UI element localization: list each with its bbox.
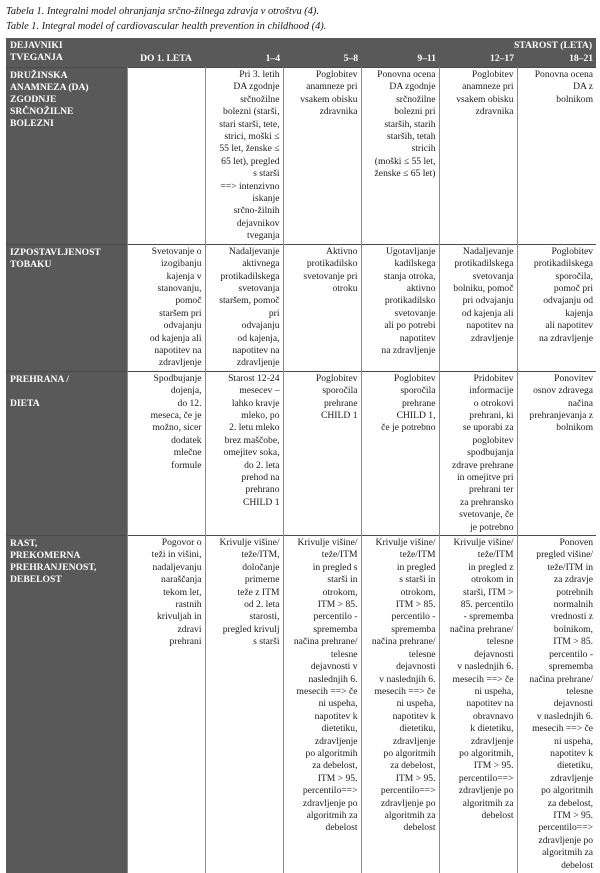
table-cell: Krivulje višine/ teže/ITM in pregled s starši in otrokom, ITM > 85. percentilo - sprememba načina prehrane/ telesne dejavnosti v naslednjih 6. mesecih ==> če ni uspeha, napotitev k dietetiku, zdravljenje po algoritmih za debelost, ITM > 95. percentilo==> zdravljenje po algoritmih za debelost	[283, 536, 361, 873]
row-label-growth-obesity: RAST, PREKOMERNA PREHRANJENOST, DEBELOST	[6, 536, 127, 873]
table-cell: Krivulje višine/ teže/ITM in pregled z otrokom in starši, ITM > 85. percentilo - sprememba načina prehrane/ telesne dejavnosti v naslednjih 6. mesecih ==> če ni uspeha, napotitev na obravnavo k dietetiku, zdravljenje po algoritmih, ITM > 95. percentilo==> zdravljenje po algoritmih za debelost	[439, 536, 517, 873]
table-cell: Ponovna ocena DA zgodnje srčnožilne bolezni pri starših, starih starših, tetah stricih (moški ≤ 55 let, ženske ≤ 65 let)	[361, 68, 439, 245]
table-cell: Pridobitev informacije o otrokovi prehrani, ki se uporabi za poglobitev spodbujanja zdrave prehrane in omejitve pri prehrani ter za prehransko svetovanje, če je potrebno	[439, 371, 517, 535]
table-cell: Spodbujanje dojenja, do 12. meseca, če je možno, sicer dodatek mlečne formule	[127, 371, 205, 535]
table-cell: Pri 3. letih DA zgodnje srčnožilne bolezni (starši, stari starši, tete, strici, moški ≤ 55 let, ženske ≤ 65 let), pregled s starši ==> intenzivno iskanje srčno-žilnih dejavnikov tveganja	[205, 68, 283, 245]
table-cell: Krivulje višine/ teže/ITM, določanje primerne teže z ITM od 2. leta starosti, pregled krivulj s starši	[205, 536, 283, 873]
table-cell: Ponovitev osnov zdravega načina prehranjevanja z bolnikom	[517, 371, 596, 535]
table-row	[6, 371, 596, 535]
header-row-top	[6, 38, 596, 52]
header-age-group: 12–17	[439, 52, 517, 68]
cardiovascular-prevention-table	[6, 38, 596, 873]
table-cell: Nadaljevanje protikadilskega svetovanja bolniku, pomoč pri odvajanju od kajenja ali napotitev na zdravljenje	[439, 244, 517, 371]
table-cell: Poglobitev protikadilskega sporočila, pomoč pri odvajanju od kajenja ali napotitev na zdravljenje	[517, 244, 596, 371]
table-cell: Ponovna ocena DA z bolnikom	[517, 68, 596, 245]
table-cell: Ponoven pregled višine/ teže/ITM in za zdravje potrebnih normalnih vrednosti z bolnikom, ITM > 85. percentilo - sprememba načina prehrane/ telesne dejavnosti v naslednjih 6. mesecih ==> če ni uspeha, napotitev k dietetiku, zdravljenje po algoritmih za debelost, ITM > 95. percentilo==> zdravljenje po algoritmih za debelost	[517, 536, 596, 873]
table-cell: Poglobitev sporočila prehrane CHILD 1, če je potrebno	[361, 371, 439, 535]
table-header	[6, 38, 596, 68]
table-row	[6, 68, 596, 245]
row-label-family-history: DRUŽINSKA ANAMNEZA (DA) ZGODNJE SRČNOŽILNE BOLEZNI	[6, 68, 127, 245]
header-risk-factors: DEJAVNIKI TVEGANJA	[6, 38, 127, 68]
table-captions	[6, 4, 596, 34]
row-label-diet: PREHRANA / DIETA	[6, 371, 127, 535]
table-cell: Starost 12-24 mesecev – lahko kravje mleko, po 2. letu mleko brez maščobe, omejitev soka, do 2. leta prehod na prehrano CHILD 1	[205, 371, 283, 535]
header-age-group: 9–11	[361, 52, 439, 68]
caption-english: Table 1. Integral model of cardiovascular health prevention in childhood (4).	[6, 19, 596, 34]
header-age: STAROST (LETA)	[127, 38, 596, 52]
table-cell: Krivulje višine/ teže/ITM in pregled s starši in otrokom, ITM > 85. percentilo - sprememba načina prehrane/ telesne dejavnosti v naslednjih 6. mesecih ==> če ni uspeha, napotitev k dietetiku, zdravljenje po algoritmih za debelost, ITM > 95. percentilo==> zdravljenje po algoritmih za debelost	[361, 536, 439, 873]
table-cell: Svetovanje o izogibanju kajenja v stanovanju, pomoč staršem pri odvajanju od kajenja ali napotitev na zdravljenje	[127, 244, 205, 371]
header-age-group: DO 1. LETA	[127, 52, 205, 68]
table-cell: Ugotavljanje kadilskega stanja otroka, aktivno protikadilsko svetovanje ali po potrebi napotitev na zdravljenje	[361, 244, 439, 371]
table-cell: Poglobitev sporočila prehrane CHILD 1	[283, 371, 361, 535]
table-body	[6, 68, 596, 873]
table-cell: Pogovor o teži in višini, nadaljevanju naraščanja tekom let, rastnih krivuljah in zdravi prehrani	[127, 536, 205, 873]
row-label-tobacco: IZPOSTAVLJENOST TOBAKU	[6, 244, 127, 371]
header-age-group: 18–21	[517, 52, 596, 68]
table-cell: Poglobitev anamneze pri vsakem obisku zdravnika	[283, 68, 361, 245]
table-row	[6, 536, 596, 873]
header-age-group: 1–4	[205, 52, 283, 68]
table-row	[6, 244, 596, 371]
caption-slovene: Tabela 1. Integralni model ohranjanja srčno-žilnega zdravja v otroštvu (4).	[6, 4, 596, 19]
table-cell	[127, 68, 205, 245]
table-cell: Nadaljevanje aktivnega protikadilskega svetovanja staršem, pomoč pri odvajanju od kajenja, napotitev na zdravljenje	[205, 244, 283, 371]
header-age-group: 5–8	[283, 52, 361, 68]
table-cell: Poglobitev anamneze pri vsakem obisku zdravnika	[439, 68, 517, 245]
table-cell: Aktivno protikadilsko svetovanje pri otroku	[283, 244, 361, 371]
